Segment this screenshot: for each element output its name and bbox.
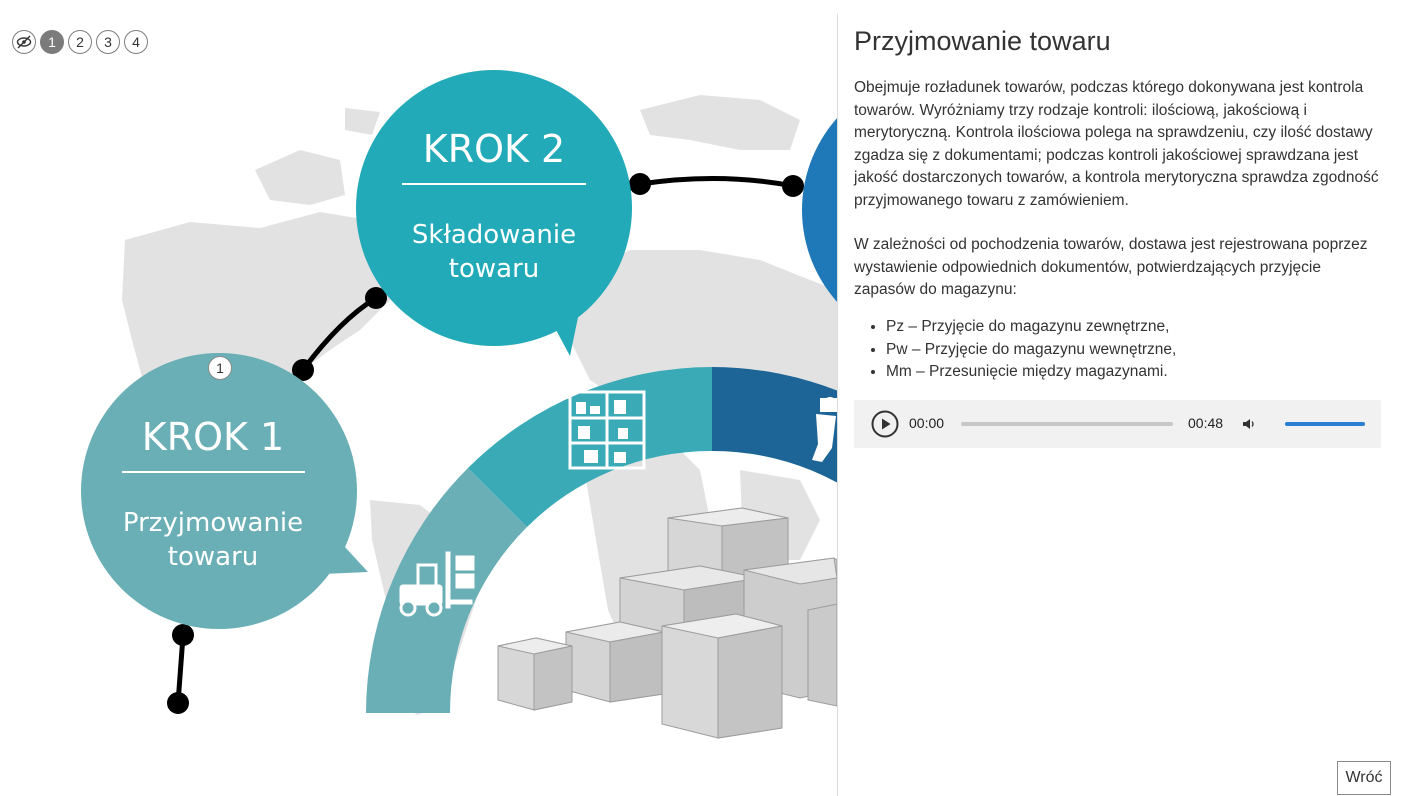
document-list (854, 316, 1176, 384)
description-panel (838, 0, 1415, 796)
step-navigation (12, 30, 148, 54)
back-button[interactable]: Wróć (1337, 761, 1391, 795)
audio-player (854, 400, 1381, 448)
play-icon[interactable] (871, 410, 899, 438)
krok1-circle (81, 353, 357, 629)
description-paragraph-2: W zależności od pochodzenia towarów, dostawa jest rejestrowana poprzez wystawienie odpowiednich dokumentów, potwierdzających przyjęcie zapasów do magazynu: (854, 236, 1368, 298)
volume-slider[interactable] (1285, 422, 1365, 426)
volume-level (1285, 422, 1365, 426)
panel-title: Przyjmowanie towaru (854, 26, 1111, 56)
step-nav-1[interactable]: 1 (40, 30, 64, 54)
krok1-bubble[interactable] (81, 353, 368, 629)
krok1-title: KROK 1 (141, 415, 285, 459)
krok2-subtitle-line1: Składowanie (411, 220, 577, 250)
list-item: • Pz – Przyjęcie do magazynu zewnętrzne, (886, 316, 1176, 339)
step-nav-4[interactable]: 4 (124, 30, 148, 54)
krok2-circle (356, 70, 632, 346)
total-time: 00:48 (1188, 415, 1224, 431)
krok1-subtitle-line2: towaru (167, 542, 259, 572)
audio-progress-bar[interactable] (961, 422, 1173, 426)
eye-slash-icon[interactable] (12, 30, 36, 54)
step-nav-2[interactable]: 2 (68, 30, 92, 54)
krok1-underline (122, 471, 305, 473)
krok2-subtitle-line2: towaru (448, 254, 540, 284)
current-time: 00:00 (909, 415, 945, 431)
step-nav-3[interactable]: 3 (96, 30, 120, 54)
description-paragraph-1: Obejmuje rozładunek towarów, podczas którego dokonywana jest kontrola towarów. Wyróżniamy trzy rodzaje kontroli: ilościową, jakościową i merytoryczną. Kontrola ilościowa polega na sprawdzeniu, czy ilość dostawy zgadza się z dokumentami; podczas kontroli jakościowej sprawdzana jest jakość dostarczonych towarów, a kontrola merytoryczna sprawdza zgodność przyjmowanego towaru z zamówieniem. (854, 79, 1379, 209)
boxes-illustration (498, 508, 837, 738)
krok2-title: KROK 2 (422, 127, 566, 171)
connector-2-3 (640, 178, 793, 186)
krok2-underline (402, 183, 586, 185)
list-item: • Pw – Przyjęcie do magazynu wewnętrzne, (886, 339, 1176, 362)
krok1-subtitle-line1: Przyjmowanie (122, 508, 304, 538)
volume-icon[interactable] (1241, 416, 1257, 432)
hotspot-marker[interactable]: 1 (208, 356, 232, 380)
list-item: • Mm – Przesunięcie między magazynami. (886, 361, 1176, 384)
